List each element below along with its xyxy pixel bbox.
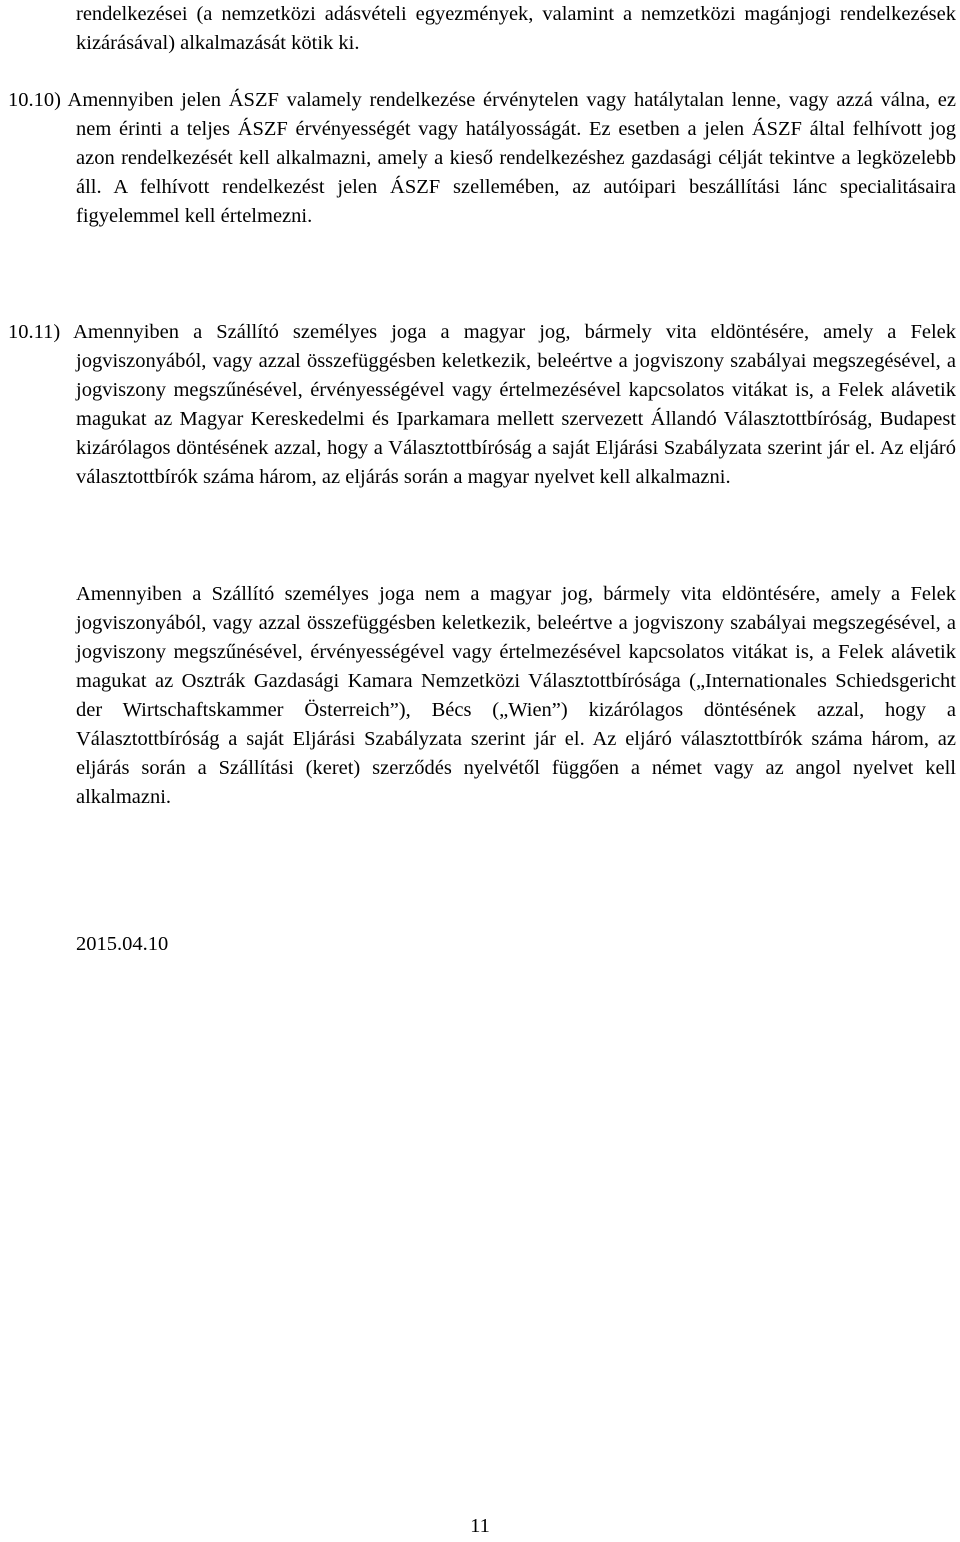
- paragraph-10-10: 10.10) Amennyiben jelen ÁSZF valamely rendelkezése érvénytelen vagy hatálytalan lenne, vagy azzá válna, ez nem érinti a teljes ÁSZF érvényességét vagy hatályosságát. Ez esetben a jelen ÁSZF által felhívott jog azon rendelkezését kell alkalmazni, amely a kieső rendelkezéshez gazdasági célját tekintve a legközelebb áll. A felhívott rendelkezést jelen ÁSZF szellemében, az autóipari beszállítási lánc specialitásaira figyelemmel kell értelmezni.: [8, 89, 956, 227]
- page-number: 11: [470, 1515, 490, 1537]
- paragraph-continued: rendelkezései (a nemzetközi adásvételi egyezmények, valamint a nemzetközi magánjogi rendelkezések kizárásával) alkalmazását kötik ki.: [76, 3, 956, 54]
- document-date: 2015.04.10: [76, 933, 169, 955]
- paragraph-10-11: 10.11) Amennyiben a Szállító személyes joga a magyar jog, bármely vita eldöntésére, amely a Felek jogviszonyából, vagy azzal összefüggésben keletkezik, beleértve a jogviszony szabályai megszegésével, a jogviszony megszűnésével, érvényességével vagy értelmezésével kapcsolatos vitákat is, a Felek alávetik magukat az Magyar Kereskedelmi és Iparkamara mellett szervezett Állandó Választottbíróság, Budapest kizárólagos döntésének azzal, hogy a Választottbíróság a saját Eljárási Szabályzata szerint jár el. Az eljáró választottbírók száma három, az eljárás során a magyar nyelvet kell alkalmazni.: [8, 321, 956, 488]
- paragraph-alternative-jurisdiction: Amennyiben a Szállító személyes joga nem a magyar jog, bármely vita eldöntésére, amely a Felek jogviszonyából, vagy azzal összefüggésben keletkezik, beleértve a jogviszony szabályai megszegésével, a jogviszony megszűnésével, érvényességével vagy értelmezésével kapcsolatos vitákat is, a Felek alávetik magukat az Osztrák Gazdasági Kamara Nemzetközi Választottbírósága („Internationales Schiedsgericht der Wirtschaftskammer Österreich”), Bécs („Wien”) kizárólagos döntésének azzal, hogy a Választottbíróság a saját Eljárási Szabályzata szerint jár el. Az eljáró választottbírók száma három, az eljárás során a Szállítási (keret) szerződés nyelvétől függően a német vagy az angol nyelvet kell alkalmazni.: [76, 583, 956, 808]
